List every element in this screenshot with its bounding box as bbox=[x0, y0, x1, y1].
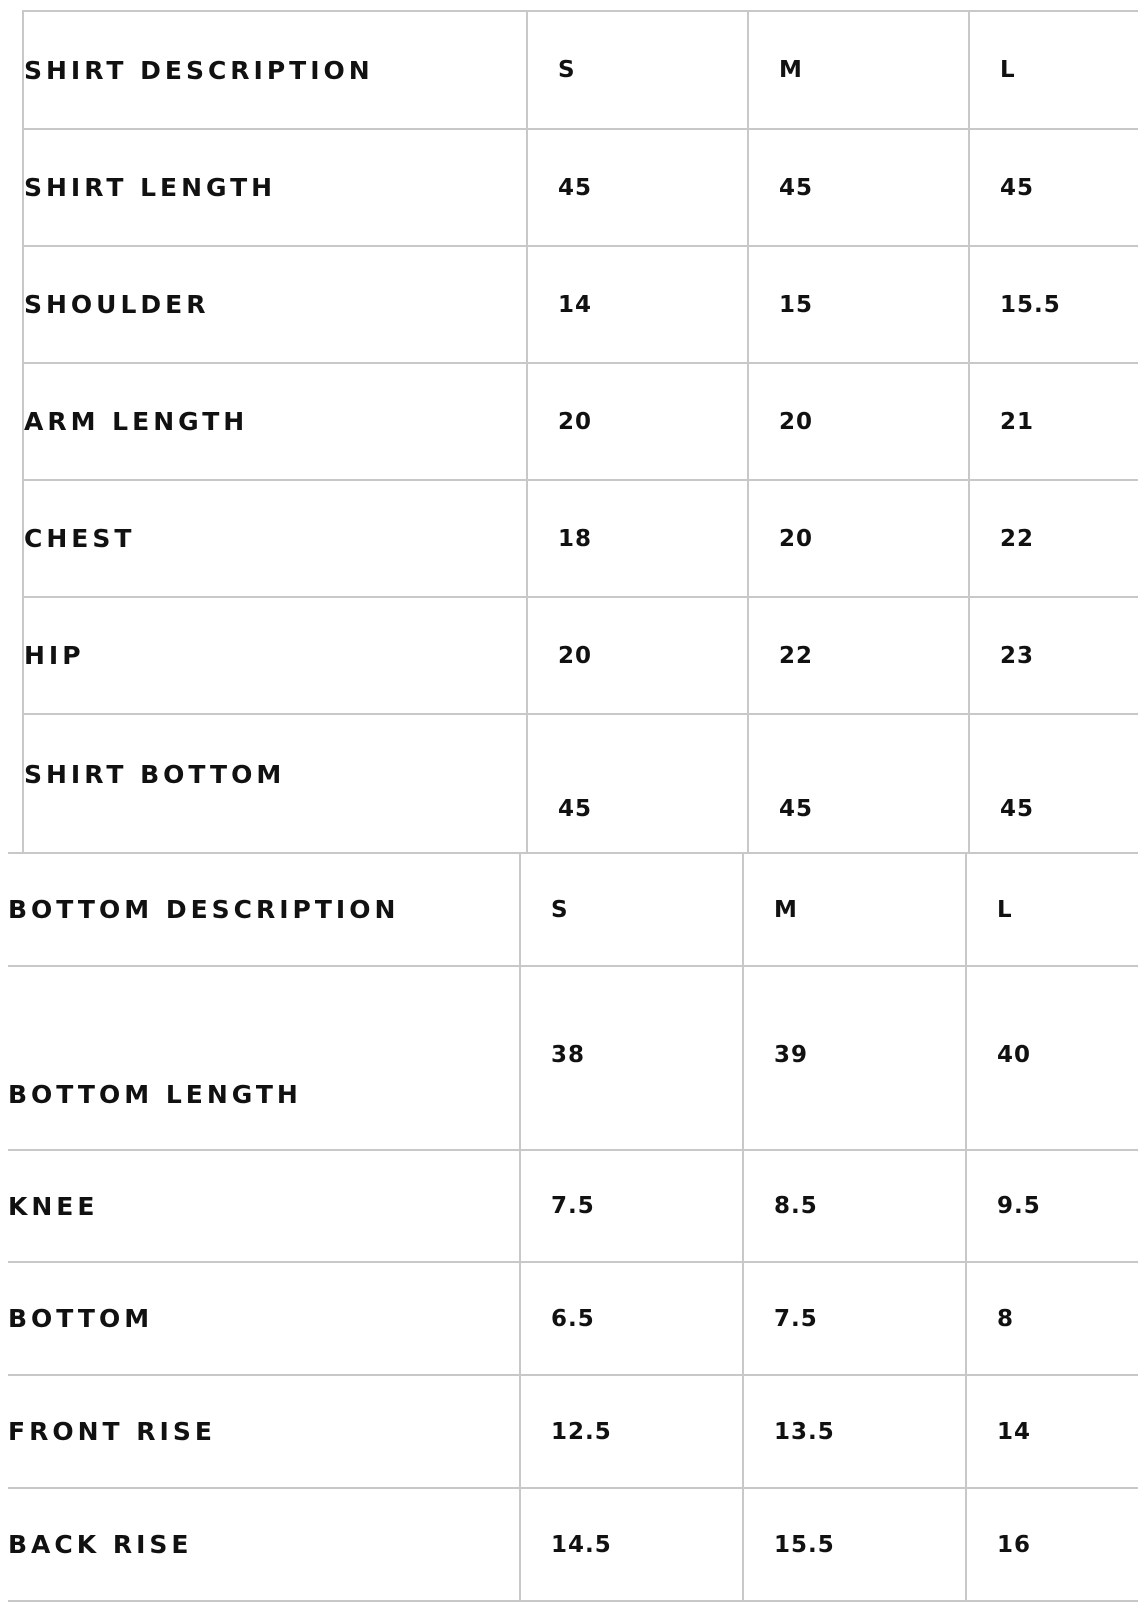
value-l: 16 bbox=[966, 1488, 1138, 1601]
header-description: BOTTOM DESCRIPTION bbox=[8, 853, 520, 966]
table-header-row bbox=[23, 11, 1138, 129]
row-label: KNEE bbox=[8, 1150, 520, 1262]
table-row bbox=[23, 714, 1138, 853]
value-m: 45 bbox=[748, 714, 969, 853]
row-label: ARM LENGTH bbox=[23, 363, 527, 480]
value-s: 7.5 bbox=[520, 1150, 743, 1262]
value-m: 15.5 bbox=[743, 1488, 966, 1601]
row-label: SHIRT BOTTOM bbox=[23, 714, 527, 853]
value-m: 13.5 bbox=[743, 1375, 966, 1488]
table-row bbox=[23, 480, 1138, 597]
header-description: SHIRT DESCRIPTION bbox=[23, 11, 527, 129]
value-s: 45 bbox=[527, 129, 748, 246]
value-l: 21 bbox=[969, 363, 1138, 480]
header-size-m: M bbox=[748, 11, 969, 129]
value-m: 8.5 bbox=[743, 1150, 966, 1262]
value-m: 7.5 bbox=[743, 1262, 966, 1375]
table-row bbox=[23, 129, 1138, 246]
row-label: BOTTOM LENGTH bbox=[8, 966, 520, 1150]
value-m: 39 bbox=[743, 966, 966, 1150]
value-l: 40 bbox=[966, 966, 1138, 1150]
table-row bbox=[8, 1375, 1138, 1488]
row-label: SHOULDER bbox=[23, 246, 527, 363]
table-row bbox=[8, 1488, 1138, 1601]
table-row bbox=[23, 363, 1138, 480]
value-s: 20 bbox=[527, 363, 748, 480]
table-row bbox=[8, 1150, 1138, 1262]
header-size-s: S bbox=[527, 11, 748, 129]
table-row bbox=[23, 597, 1138, 714]
row-label: HIP bbox=[23, 597, 527, 714]
header-size-s: S bbox=[520, 853, 743, 966]
header-size-l: L bbox=[966, 853, 1138, 966]
value-m: 15 bbox=[748, 246, 969, 363]
row-label: BACK RISE bbox=[8, 1488, 520, 1601]
table-header-row bbox=[8, 853, 1138, 966]
value-l: 45 bbox=[969, 714, 1138, 853]
row-label: FRONT RISE bbox=[8, 1375, 520, 1488]
value-m: 45 bbox=[748, 129, 969, 246]
shirt-size-table bbox=[22, 10, 1138, 854]
row-label: SHIRT LENGTH bbox=[23, 129, 527, 246]
value-l: 9.5 bbox=[966, 1150, 1138, 1262]
table-row bbox=[8, 1262, 1138, 1375]
row-label: CHEST bbox=[23, 480, 527, 597]
value-s: 6.5 bbox=[520, 1262, 743, 1375]
value-l: 23 bbox=[969, 597, 1138, 714]
value-s: 12.5 bbox=[520, 1375, 743, 1488]
header-size-l: L bbox=[969, 11, 1138, 129]
value-m: 20 bbox=[748, 363, 969, 480]
value-s: 14 bbox=[527, 246, 748, 363]
value-s: 45 bbox=[527, 714, 748, 853]
header-size-m: M bbox=[743, 853, 966, 966]
value-m: 22 bbox=[748, 597, 969, 714]
value-m: 20 bbox=[748, 480, 969, 597]
table-row bbox=[23, 246, 1138, 363]
value-s: 20 bbox=[527, 597, 748, 714]
value-s: 18 bbox=[527, 480, 748, 597]
row-label: BOTTOM bbox=[8, 1262, 520, 1375]
value-s: 14.5 bbox=[520, 1488, 743, 1601]
value-l: 22 bbox=[969, 480, 1138, 597]
value-s: 38 bbox=[520, 966, 743, 1150]
table-row bbox=[8, 966, 1138, 1150]
value-l: 8 bbox=[966, 1262, 1138, 1375]
value-l: 14 bbox=[966, 1375, 1138, 1488]
bottom-size-table bbox=[8, 852, 1138, 1602]
value-l: 15.5 bbox=[969, 246, 1138, 363]
value-l: 45 bbox=[969, 129, 1138, 246]
